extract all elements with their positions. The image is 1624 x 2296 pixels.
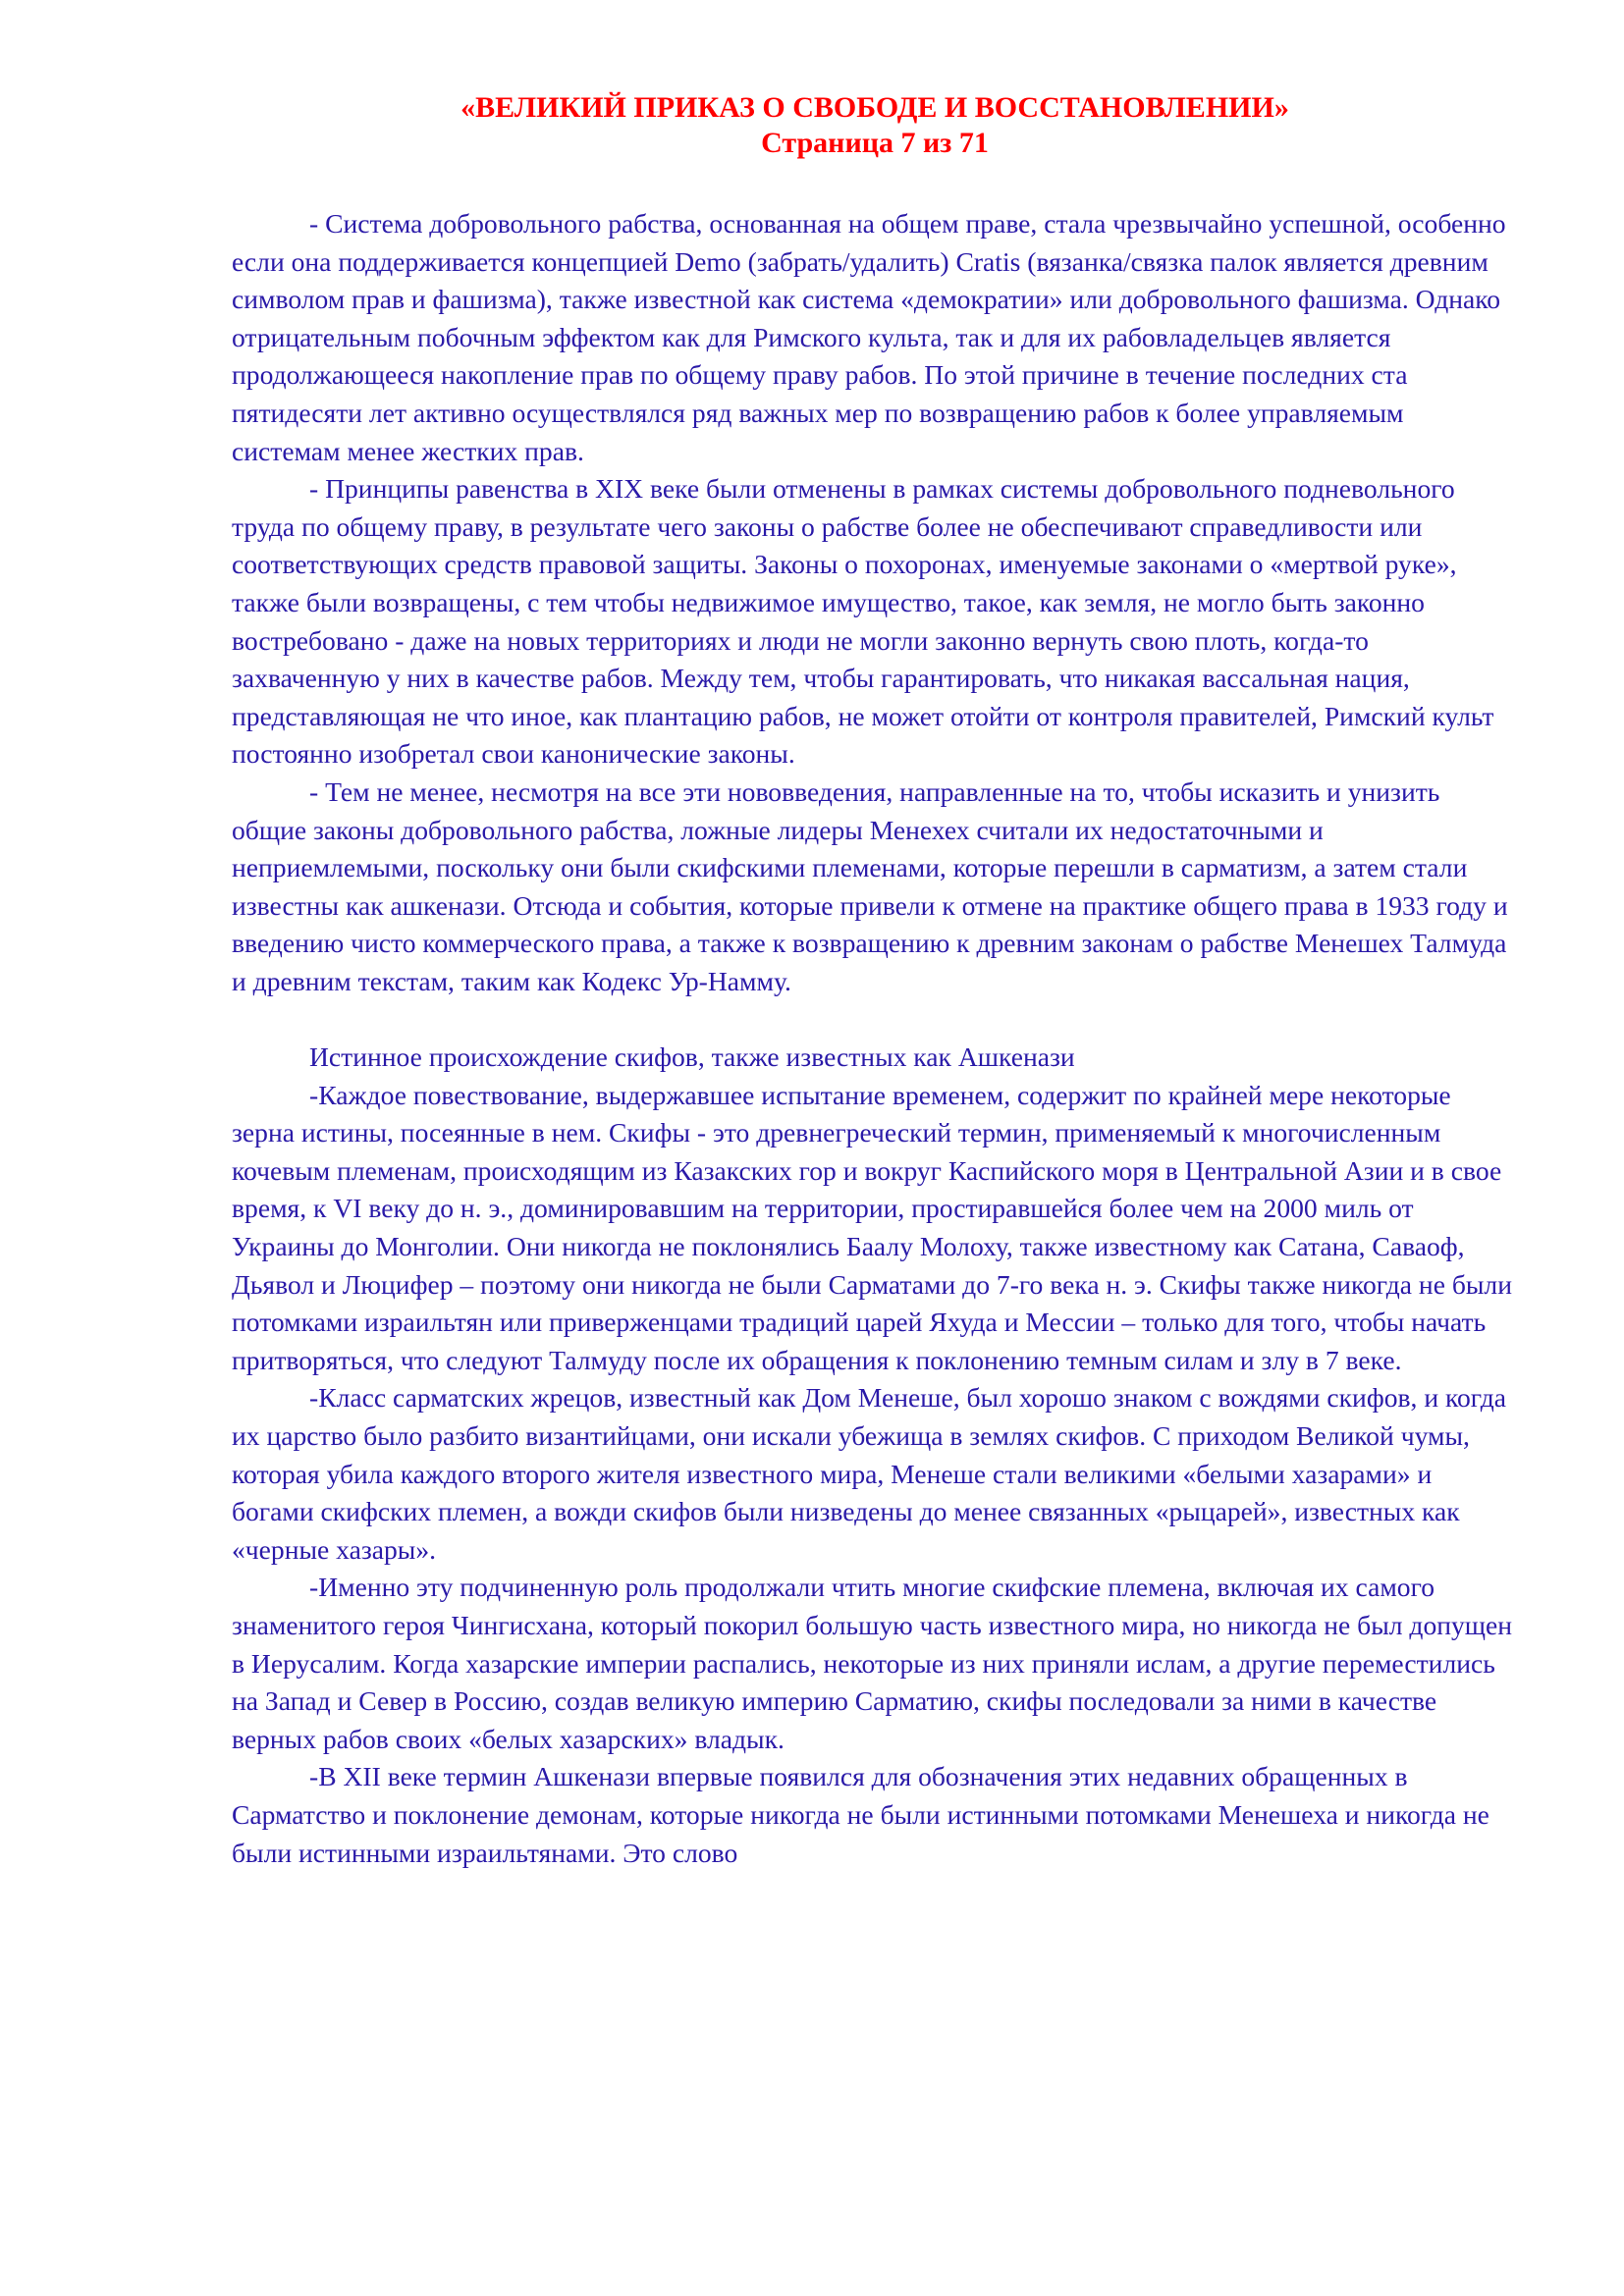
body-paragraph: - Принципы равенства в XIX веке были отменены в рамках системы добровольного подневольного труда по общему праву, в результате чего законы о рабстве более не обеспечивают справедливости или соответствующих средств правовой защиты. Законы о похоронах, именуемые законами о «мертвой руке», также были возвращены, с тем чтобы недвижимое имущество, такое, как земля, не могло быть законно востребовано - даже на новых территориях и люди не могли законно вернуть свою плоть, когда-то захваченную у них в качестве рабов. Между тем, чтобы гарантировать, что никакая вассальная нация, представляющая не что иное, как плантацию рабов, не может отойти от контроля правителей, Римский культ постоянно изобретал свои канонические законы. [232, 473, 1494, 770]
body-paragraph: - Система добровольного рабства, основанная на общем праве, стала чрезвычайно успешной, особенно если она поддерживается концепцией Demo (забрать/удалить) Cratis (вязанка/связка палок является древним символом прав и фашизма), также известной как система «демократии» или добровольного фашизма. Однако отрицательным побочным эффектом как для Римского культа, так и для их рабовладельцев является продолжающееся накопление прав по общему праву рабов. По этой причине в течение последних ста пятидесяти лет активно осуществлялся ряд важных мер по возвращению рабов к более управляемым системам менее жестких прав. [232, 208, 1506, 466]
body-paragraph: - Тем не менее, несмотря на все эти нововведения, направленные на то, чтобы исказить и унизить общие законы добровольного рабства, ложные лидеры Менехех считали их недостаточными и неприемлемыми, поскольку они были скифскими племенами, которые перешли в сарматизм, а затем стали известны как ашкенази. Отсюда и события, которые привели к отмене на практике общего права в 1933 году и введению чисто коммерческого права, а также к возвращению к древним законам о рабстве Менешех Талмуда и древним текстам, таким как Кодекс Ур-Намму. [232, 775, 1508, 996]
body-paragraph: -Каждое повествование, выдержавшее испытание временем, содержит по крайней мере некоторые зерна истины, посеянные в нем. Скифы - это древнегреческий термин, применяемый к многочисленным кочевым племенам, происходящим из Казакских гор и вокруг Каспийского моря в Центральной Азии и в свое время, к VI веку до н. э., доминировавшим на территории, простиравшейся более чем на 2000 миль от Украины до Монголии. Они никогда не поклонялись Баалу Молоху, также известному как Сатана, Саваоф, Дьявол и Люцифер – поэтому они никогда не были Сарматами до 7-го века н. э. Скифы также никогда не были потомками израильтян или приверженцами традиций царей Яхуда и Мессии – только для того, чтобы начать притворяться, что следуют Талмуду после их обращения к поклонению темным силам и злу в 7 веке. [232, 1079, 1512, 1375]
document-title: «ВЕЛИКИЙ ПРИКАЗ О СВОБОДЕ И ВОССТАНОВЛЕНИИ» [460, 91, 1289, 124]
page-header [232, 90, 1518, 161]
body-paragraph: -Именно эту подчиненную роль продолжали чтить многие скифские племена, включая их самого знаменитого героя Чингисхана, который покорил большую часть известного мира, но никогда не был допущен в Иерусалим. Когда хазарские империи распались, некоторые из них приняли ислам, а другие переместились на Запад и Север в Россию, создав великую империю Сарматию, скифы последовали за ними в качестве верных рабов своих «белых хазарских» владык. [232, 1572, 1513, 1754]
body-paragraph: -Класс сарматских жрецов, известный как Дом Менеше, был хорошо знаком с вождями скифов, и когда их царство было разбито византийцами, они искали убежища в землях скифов. С приходом Великой чумы, которая убила каждого второго жителя известного мира, Менеше стали великими «белыми хазарами» и богами скифских племен, а вожди скифов были низведены до менее связанных «рыцарей», известных как «черные хазары». [232, 1382, 1507, 1565]
body-paragraph: -В XII веке термин Ашкенази впервые появился для обозначения этих недавних обращенных в Сарматство и поклонение демонам, которые никогда не были истинными потомками Менешеха и никогда не были истинными израильтянами. Это слово [232, 1761, 1489, 1868]
page-indicator: Страница 7 из 71 [761, 127, 989, 159]
section-title: Истинное происхождение скифов, также известных как Ашкенази [309, 1041, 1075, 1073]
document-body [232, 205, 1518, 1872]
